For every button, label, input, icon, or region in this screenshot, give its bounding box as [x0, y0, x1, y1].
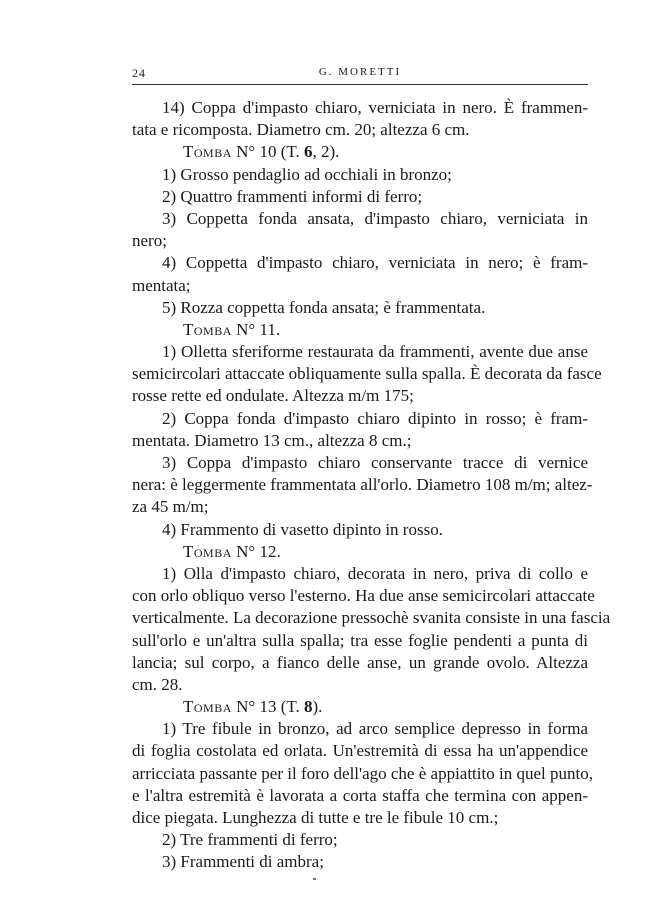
text-line: nera: è leggermente frammentata all'orlo. Diametro 108 m/m; altez-	[132, 475, 593, 495]
page-number: 24	[132, 66, 146, 80]
page-header	[132, 64, 588, 85]
tomb-heading	[132, 696, 588, 718]
text-line: cm. 28.	[132, 674, 183, 694]
tomb-label: Tomba	[183, 541, 232, 561]
text-line: e l'altra estremità è lavorata a corta staffa che termina con appen-	[132, 785, 588, 805]
text-line: lancia; sul corpo, a fianco delle anse, un grande ovolo. Altezza	[132, 652, 588, 672]
tomb-label: Tomba	[183, 319, 232, 339]
text-line: di foglia costolata ed orlata. Un'estremità di essa ha un'appendice	[132, 741, 588, 761]
text-line: 3) Frammenti di ambra;	[162, 852, 324, 872]
text-line: mentata;	[132, 275, 191, 295]
body-text	[132, 97, 611, 874]
text-line: con orlo obliquo verso l'esterno. Ha due anse semicircolari attaccate	[132, 586, 595, 606]
text-line: 14) Coppa d'impasto chiaro, verniciata in nero. È frammen-	[162, 98, 588, 117]
tomb-label: Tomba	[183, 697, 232, 717]
text-line: tata e ricomposta. Diametro cm. 20; altezza 6 cm.	[132, 120, 470, 140]
text-line: rosse rette ed ondulate. Altezza m/m 175;	[132, 386, 414, 406]
text-line: arricciata passante per il foro dell'ago che è appiattito in quel punto,	[132, 763, 593, 783]
text-line: 1) Olletta sferiforme restaurata da frammenti, avente due anse	[162, 342, 588, 362]
tomb-number: N° 13 (T.	[236, 697, 300, 717]
text-line: 1) Grosso pendaglio ad occhiali in bronzo;	[162, 164, 452, 184]
plate-ref: 8	[304, 697, 313, 717]
tomb-number: N° 12.	[236, 541, 281, 561]
text-line: semicircolari attaccate obliquamente sulla spalla. È decorata da fasce	[132, 364, 602, 384]
page-speck	[313, 878, 316, 880]
text-line: nero;	[132, 231, 167, 251]
tomb-number: N° 11.	[236, 319, 281, 339]
tomb-label: Tomba	[183, 142, 232, 162]
text-line: mentata. Diametro 13 cm., altezza 8 cm.;	[132, 430, 412, 450]
text-line: dice piegata. Lunghezza di tutte e tre le fibule 10 cm.;	[132, 808, 499, 827]
tomb-heading	[132, 141, 588, 163]
text-line: za 45 m/m;	[132, 497, 209, 517]
text-line: 2) Tre frammenti di ferro;	[162, 830, 338, 850]
tomb-heading	[132, 541, 588, 563]
text-line: 1) Olla d'impasto chiaro, decorata in nero, priva di collo e	[162, 563, 588, 583]
running-head: G. MORETTI	[318, 66, 402, 78]
text-line: 2) Quattro frammenti informi di ferro;	[162, 186, 423, 206]
text-line: 4) Frammento di vasetto dipinto in rosso.	[162, 519, 443, 539]
text-line: 1) Tre fibule in bronzo, ad arco semplice depresso in forma	[162, 719, 588, 739]
text-line: 4) Coppetta d'impasto chiaro, verniciata in nero; è fram-	[162, 253, 588, 273]
tomb-heading	[132, 319, 588, 341]
text-line: verticalmente. La decorazione pressochè svanita consiste in una fascia	[132, 608, 611, 628]
text-line: 3) Coppetta fonda ansata, d'impasto chiaro, verniciata in	[162, 208, 588, 228]
tomb-number: N° 10 (T.	[236, 142, 300, 162]
text-line: 2) Coppa fonda d'impasto chiaro dipinto in rosso; è fram-	[162, 408, 588, 428]
text-line: 3) Coppa d'impasto chiaro conservante tracce di vernice	[162, 453, 588, 472]
plate-ref: 6	[304, 142, 313, 162]
text-line: sull'orlo e un'altra sulla spalla; tra esse foglie pendenti a punta di	[132, 630, 588, 650]
plate-ref-end: , 2).	[312, 142, 340, 162]
plate-ref-end: ).	[312, 697, 323, 717]
text-line: 5) Rozza coppetta fonda ansata; è frammentata.	[162, 297, 486, 317]
